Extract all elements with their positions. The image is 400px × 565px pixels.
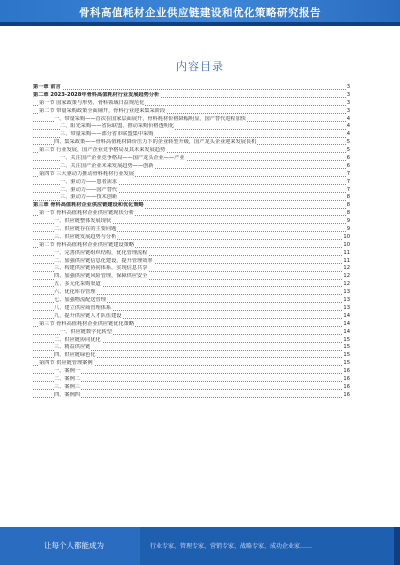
toc-entry[interactable] — [33, 147, 350, 155]
toc-entry[interactable] — [33, 392, 350, 400]
toc-entry[interactable] — [33, 384, 350, 392]
toc-entry-text: 一、供应链数字化转型 — [60, 328, 112, 335]
toc-entry-page: 10 — [343, 241, 350, 248]
toc-entry-text: 第三章 骨科高值耗材企业供应链建设和优化策略 — [33, 202, 144, 209]
toc-entry[interactable] — [33, 131, 350, 139]
toc-entry-page: 15 — [343, 360, 350, 367]
toc-entry[interactable] — [33, 179, 350, 187]
toc-entry-page: 5 — [346, 147, 350, 154]
toc-entry[interactable] — [33, 281, 350, 289]
toc-entry-page: 12 — [343, 265, 350, 272]
toc-entry[interactable] — [33, 116, 350, 124]
toc-entry-page: 14 — [343, 320, 350, 327]
toc-entry-text: 五、多元化采购渠道 — [54, 281, 101, 288]
toc-entry-page: 8 — [346, 202, 350, 209]
toc-entry-text: 一、带量采购——首次在国家层面展开，骨科耗材价格降幅明显，国产替代进程加快 — [54, 115, 246, 122]
toc-entry-text: 二、供应链协同优化 — [54, 336, 101, 343]
footer-edge — [394, 527, 400, 565]
toc-entry-text: 二、供应链存在的主要问题 — [54, 226, 117, 233]
toc-entry-text: 三、供应链发展趋势与分析 — [54, 233, 117, 240]
toc-entry-text: 第二节 骨科高值耗材企业供应链建设策略 — [39, 241, 135, 248]
toc-entry[interactable] — [33, 210, 350, 218]
toc-entry-page: 14 — [343, 328, 350, 335]
toc-entry[interactable] — [33, 313, 350, 321]
toc-entry-page: 8 — [346, 194, 350, 201]
toc-entry[interactable] — [33, 250, 350, 258]
toc-entry-page: 12 — [343, 273, 350, 280]
toc-entry-page: 15 — [343, 344, 350, 351]
toc-entry[interactable] — [33, 226, 350, 234]
toc-entry-text: 二、加强供应链信息化建设，提升管理效率 — [54, 257, 153, 264]
toc-entry[interactable] — [33, 242, 350, 250]
toc-entry-text: 第二节 带量采购政策全面铺开，骨科行业迎来集采阶段 — [39, 107, 166, 114]
toc-entry-text: 一、驱动力——患者需求 — [60, 178, 118, 185]
toc-entry-text: 第三节 行业发展，国产企业竞争格局及其未来发展趋势 — [39, 147, 166, 154]
toc-entry-page: 3 — [346, 91, 350, 98]
toc-entry-text: 二、案例二 — [54, 375, 80, 382]
toc-entry-text: 一、完善供应链组织结构，优化管理流程 — [54, 249, 148, 256]
toc-entry-text: 八、建立供应商管理体系 — [54, 304, 112, 311]
toc-entry-page: 12 — [343, 281, 350, 288]
toc-entry[interactable] — [33, 258, 350, 266]
toc-entry-page: 16 — [343, 391, 350, 398]
toc-entry-page: 11 — [343, 257, 350, 264]
toc-entry[interactable] — [33, 155, 350, 163]
toc-entry[interactable] — [33, 360, 350, 368]
toc-entry-page: 13 — [343, 304, 350, 311]
toc-entry-page: 13 — [343, 297, 350, 304]
toc-entry[interactable] — [33, 123, 350, 131]
toc-entry[interactable] — [33, 297, 350, 305]
toc-entry[interactable] — [33, 100, 350, 108]
toc-entry[interactable] — [33, 234, 350, 242]
toc-entry-text: 七、加强物流配送管理 — [54, 297, 106, 304]
toc-entry-page: 7 — [346, 178, 350, 185]
toc-entry-text: 二、阳光采购——省际联盟，推动采购价格透明化 — [60, 123, 175, 130]
toc-entry-page: 4 — [346, 115, 350, 122]
toc-entry-page: 6 — [346, 162, 350, 169]
toc-entry[interactable] — [33, 218, 350, 226]
toc-title: 内容目录 — [176, 60, 224, 73]
toc-entry-page: 6 — [346, 155, 350, 162]
toc-entry-text: 四、案例四 — [54, 391, 80, 398]
toc-entry-page: 3 — [346, 107, 350, 114]
toc-entry-page: 7 — [346, 170, 350, 177]
toc-entry-page: 15 — [343, 352, 350, 359]
toc-entry-page: 4 — [346, 131, 350, 138]
toc-entry-page: 16 — [343, 368, 350, 375]
toc-entry-text: 四、加强供应链风险管理，保障供应安全 — [54, 273, 148, 280]
footer-banner — [0, 527, 400, 565]
toc-entry-text: 一、供应链整体发展现状 — [54, 218, 112, 225]
toc-entry[interactable] — [33, 329, 350, 337]
toc-entry[interactable] — [33, 289, 350, 297]
toc-entry[interactable] — [33, 321, 350, 329]
toc-entry-text: 三、构建供应链协同体系，实现信息共享 — [54, 265, 148, 272]
report-title: 骨科高值耗材企业供应链建设和优化策略研究报告 — [79, 7, 321, 19]
toc-entry-page: 9 — [346, 226, 350, 233]
toc-entry-text: 四、供应链绿色化 — [54, 352, 96, 359]
toc-entry-page: 11 — [343, 249, 350, 256]
toc-entry[interactable] — [33, 171, 350, 179]
toc-entry-page: 3 — [346, 84, 350, 90]
toc-entry-text: 一、关注国产企业竞争格局——国产龙头企业——产业 — [60, 155, 185, 162]
report-header — [0, 0, 400, 44]
toc-entry-page: 14 — [343, 312, 350, 319]
toc-entry-page: 7 — [346, 186, 350, 193]
toc-entry-text: 第二章 2023-2028年骨科高值耗材行业发展趋势分析 — [33, 91, 160, 98]
toc-entry[interactable] — [33, 163, 350, 171]
toc-entry-text: 三、案例三 — [54, 383, 80, 390]
toc-entry-text: 三、精益供应链 — [54, 344, 91, 351]
toc-entry-text: 第四节 三大驱动力推动骨科耗材行业发展 — [39, 170, 135, 177]
toc-entry-text: 六、优化库存管理 — [54, 289, 96, 296]
toc-entry[interactable] — [33, 108, 350, 116]
toc-entry[interactable] — [33, 92, 350, 100]
toc-entry-text: 第一节 骨科高值耗材企业供应链现状分析 — [39, 210, 135, 217]
toc-entry[interactable] — [33, 352, 350, 360]
toc-entry-page: 10 — [343, 233, 350, 240]
toc-entry-page: 16 — [343, 375, 350, 382]
toc-entry-page: 5 — [346, 139, 350, 146]
toc-entry[interactable] — [33, 368, 350, 376]
toc-entry-text: 三、驱动力——技术创新 — [60, 194, 118, 201]
toc-entry[interactable] — [33, 84, 350, 92]
toc-entry[interactable] — [33, 194, 350, 202]
toc-leader-dots — [33, 89, 346, 90]
toc-entry-text: 第一章 前言 — [33, 84, 61, 90]
toc-entry[interactable] — [33, 202, 350, 210]
toc-entry[interactable] — [33, 344, 350, 352]
header-lower — [0, 26, 400, 44]
toc-entry-text: 一、案例一 — [54, 368, 80, 375]
toc-entry[interactable] — [33, 187, 350, 195]
toc-entry-text: 四、集采政策——骨科高值耗材降价压力下的企业转型升级，国产龙头企业迎来发展良机 — [54, 139, 257, 146]
toc-entry-text: 第三节 骨科高值耗材企业供应链优化策略 — [39, 320, 135, 327]
toc-entry-text: 二、关注国产企业未来发展趋势——创新 — [60, 162, 154, 169]
footer-slogan: 让每个人都能成为 — [44, 541, 104, 550]
toc-entry[interactable] — [33, 265, 350, 273]
footer-tags: 行业专家、管理专家、营销专家、战略专家、成功企业家…… — [150, 543, 313, 550]
toc-entry-text: 三、带量采购——部分省市联盟集中采购 — [60, 131, 154, 138]
toc-entry-page: 13 — [343, 289, 350, 296]
toc-entry[interactable] — [33, 139, 350, 147]
toc-entry[interactable] — [33, 337, 350, 345]
toc-entry-text: 二、驱动力——国产替代 — [60, 186, 118, 193]
toc-entry-text: 第四节 供应链管理案例 — [39, 360, 93, 367]
toc-entry[interactable] — [33, 376, 350, 384]
toc-entry-page: 4 — [346, 123, 350, 130]
toc-entry-page: 9 — [346, 218, 350, 225]
toc-entry-page: 15 — [343, 336, 350, 343]
toc-entry-text: 第一节 国家政策与形势，骨科领域日益规范化 — [39, 99, 145, 106]
toc-list — [33, 84, 350, 400]
toc-entry[interactable] — [33, 305, 350, 313]
toc-entry-page: 8 — [346, 210, 350, 217]
toc-entry[interactable] — [33, 273, 350, 281]
toc-entry-text: 九、提升供应链人才队伍建设 — [54, 312, 122, 319]
toc-entry-page: 16 — [343, 383, 350, 390]
toc-entry-page: 3 — [346, 99, 350, 106]
